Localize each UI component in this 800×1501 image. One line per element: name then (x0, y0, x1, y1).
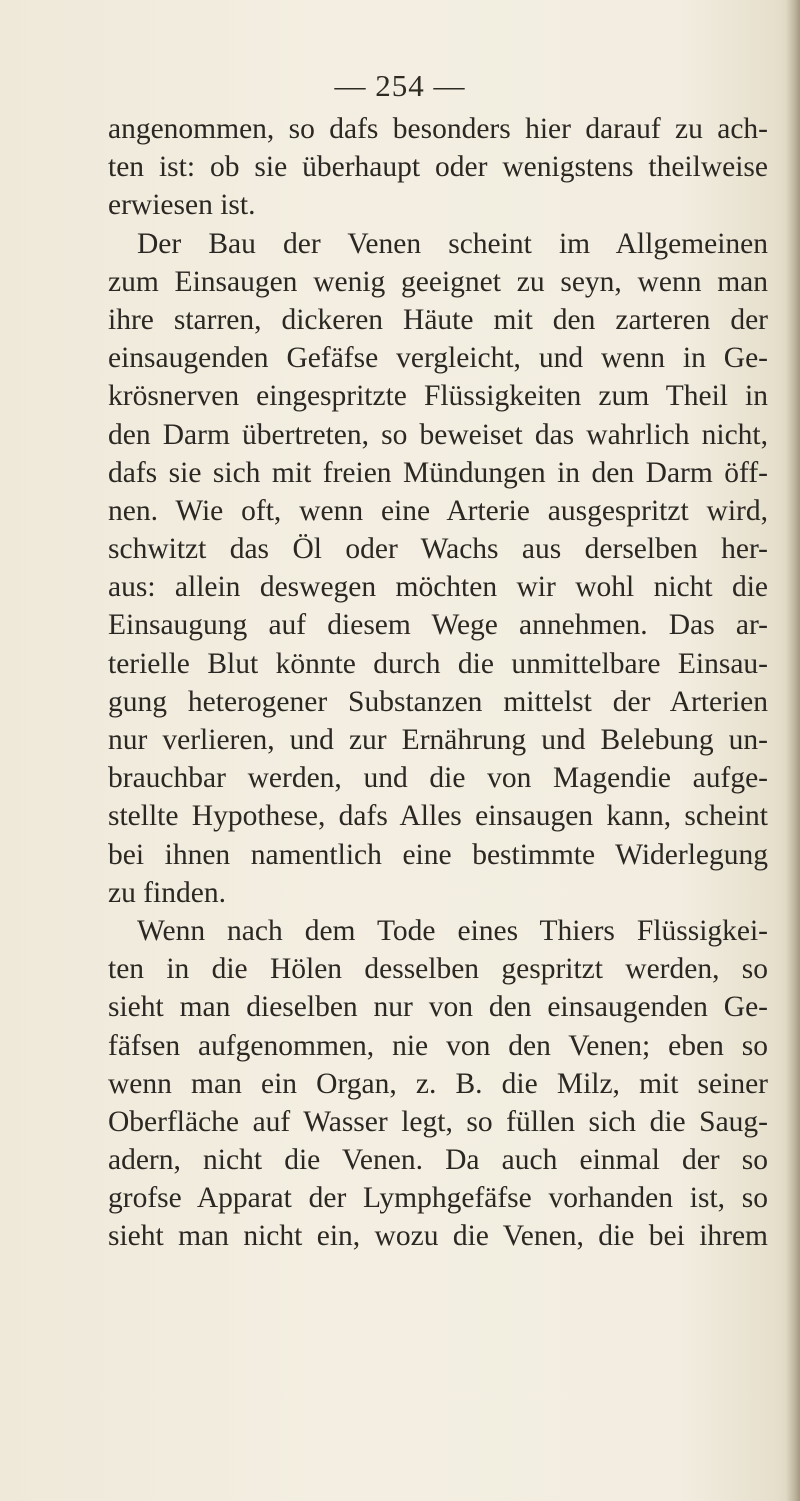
text-line: sieht man dieselben nur von den einsaugenden Ge- (108, 991, 768, 1024)
page-body-text (108, 110, 768, 1256)
text-line: einsaugenden Gefäfse vergleicht, und wenn in Ge- (108, 342, 768, 375)
paragraph-start-line: Der Bau der Venen scheint im Allgemeinen (137, 227, 768, 260)
text-line: ihre starren, dickeren Häute mit den zarteren der (108, 303, 768, 336)
text-line: zum Einsaugen wenig geeignet zu seyn, wenn man (108, 265, 768, 298)
text-line: zu finden. (108, 876, 226, 909)
text-line: fäfsen aufgenommen, nie von den Venen; eben so (108, 1029, 768, 1062)
text-line: krösnerven eingespritzte Flüssigkeiten zum Theil in (108, 380, 768, 413)
text-line: wenn man ein Organ, z. B. die Milz, mit seiner (108, 1067, 768, 1100)
page-number-header: — 254 — (334, 68, 466, 103)
paragraph-start-line: Wenn nach dem Tode eines Thiers Flüssigkei- (137, 914, 768, 947)
text-line: angenommen, so dafs besonders hier darauf zu ach- (108, 113, 768, 145)
text-line: nen. Wie oft, wenn eine Arterie ausgespritzt wird, (108, 494, 768, 527)
text-line: Oberfläche auf Wasser legt, so füllen sich die Saug- (108, 1105, 768, 1138)
text-line: sieht man nicht ein, wozu die Venen, die bei ihrem (108, 1220, 768, 1253)
text-line: Einsaugung auf diesem Wege annehmen. Das ar- (108, 609, 768, 642)
text-line: aus: allein deswegen möchten wir wohl nicht die (108, 571, 768, 604)
text-line: nur verlieren, und zur Ernährung und Belebung un- (108, 724, 768, 756)
text-line: brauchbar werden, und die von Magendie aufge- (108, 762, 768, 795)
text-line: adern, nicht die Venen. Da auch einmal der so (108, 1144, 768, 1177)
page-edge-shadow (786, 0, 800, 1501)
text-line: erwiesen ist. (108, 189, 256, 222)
text-line: ten in die Hölen desselben gespritzt werden, so (108, 953, 768, 986)
text-line: grofse Apparat der Lymphgefäfse vorhanden ist, so (108, 1182, 768, 1215)
text-line: den Darm übertreten, so beweiset das wahrlich nicht, (108, 418, 768, 451)
text-line: bei ihnen namentlich eine bestimmte Widerlegung (108, 838, 768, 871)
text-line: schwitzt das Öl oder Wachs aus derselben her- (108, 533, 768, 566)
text-line: terielle Blut könnte durch die unmittelbare Einsau- (108, 647, 768, 680)
text-line: ten ist: ob sie überhaupt oder wenigstens theilweise (108, 151, 768, 184)
text-line: dafs sie sich mit freien Mündungen in den Darm öff- (108, 456, 768, 489)
text-line: gung heterogener Substanzen mittelst der Arterien (108, 685, 768, 718)
text-line: stellte Hypothese, dafs Alles einsaugen kann, scheint (108, 800, 768, 833)
